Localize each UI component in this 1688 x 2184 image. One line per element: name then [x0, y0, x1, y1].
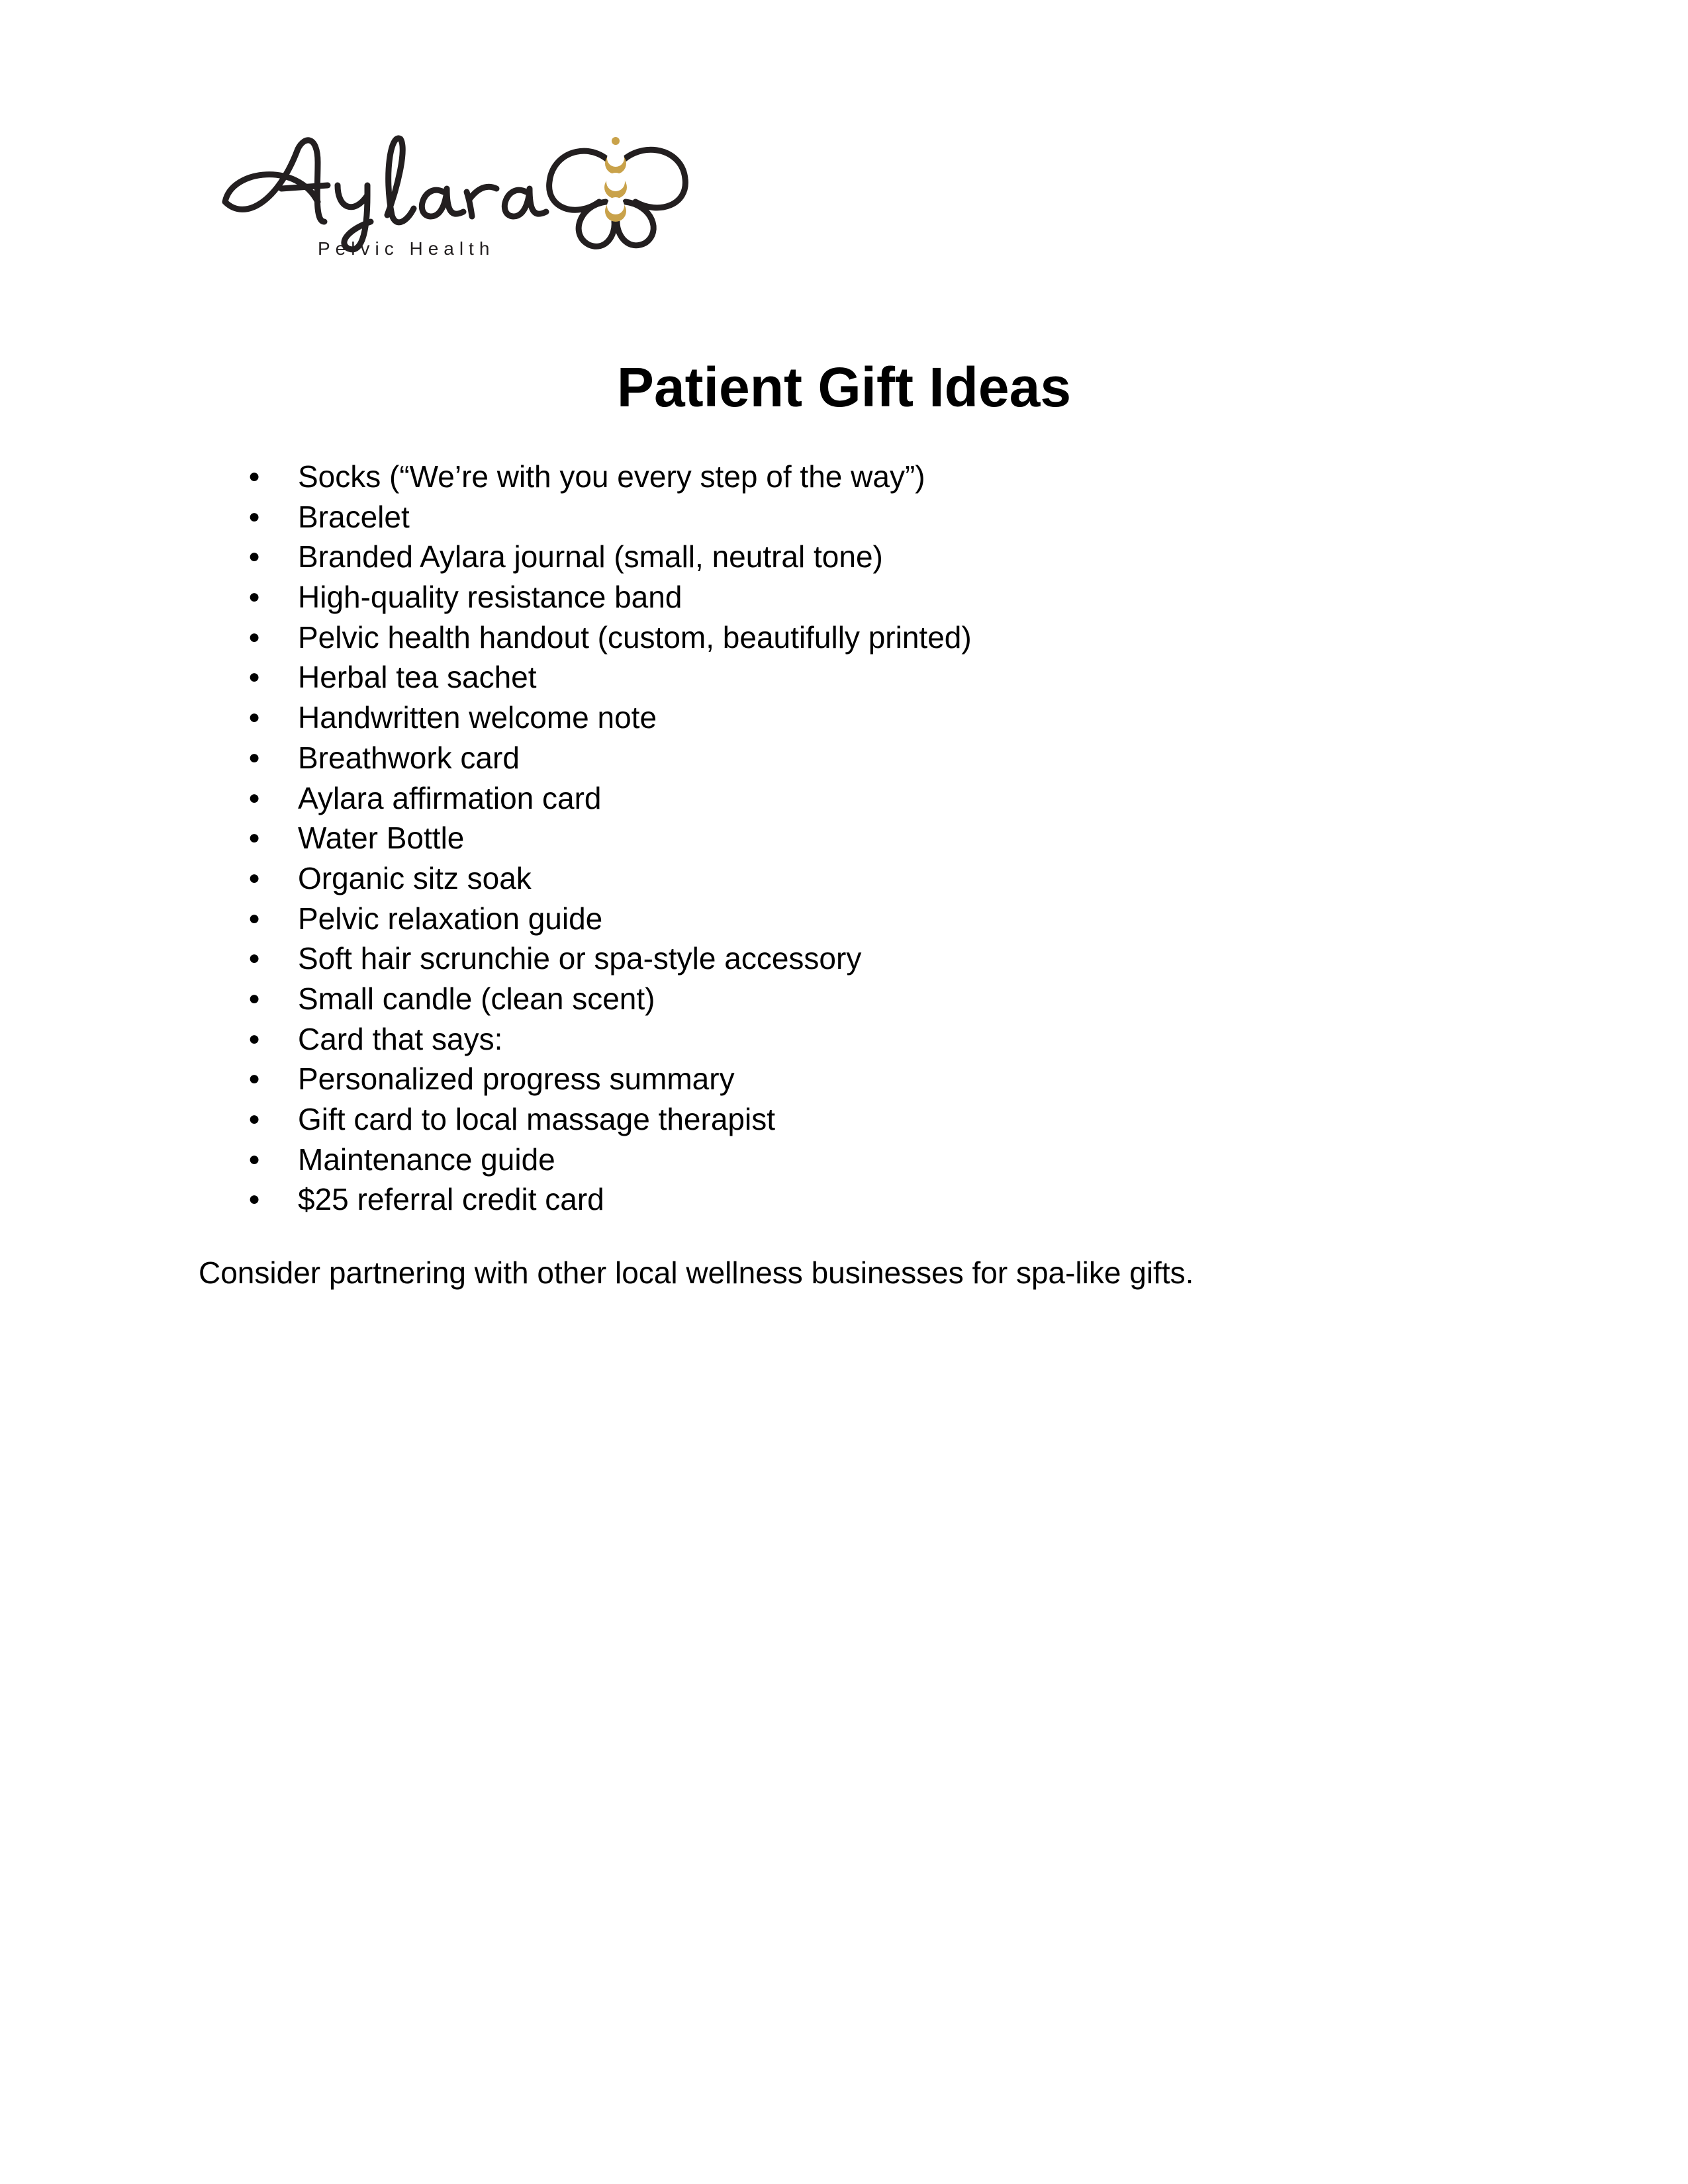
list-item-text: Breathwork card — [298, 740, 520, 775]
list-item — [248, 858, 972, 899]
bullet-icon: ● — [248, 746, 261, 768]
bullet-icon: ● — [248, 907, 261, 929]
list-item-text: Water Bottle — [298, 821, 465, 856]
list-item-text: $25 referral credit card — [298, 1182, 604, 1217]
list-item-text: Card that says: — [298, 1021, 503, 1056]
list-item — [248, 899, 972, 939]
list-item-text: Maintenance guide — [298, 1142, 555, 1177]
bullet-icon: ● — [248, 827, 261, 849]
list-item — [248, 1099, 972, 1140]
bullet-icon: ● — [248, 786, 261, 809]
list-item — [248, 1059, 972, 1099]
list-item — [248, 979, 972, 1019]
bullet-icon: ● — [248, 465, 261, 487]
bullet-icon: ● — [248, 1148, 261, 1170]
bullet-icon: ● — [248, 706, 261, 729]
list-item-text: Personalized progress summary — [298, 1062, 735, 1097]
gift-list — [248, 457, 972, 1220]
bullet-icon: ● — [248, 1108, 261, 1130]
bullet-icon: ● — [248, 505, 261, 527]
list-item-text: Herbal tea sachet — [298, 660, 537, 695]
list-item — [248, 1140, 972, 1180]
bullet-icon: ● — [248, 545, 261, 568]
list-item — [248, 497, 972, 537]
list-item-text: Bracelet — [298, 499, 410, 534]
bullet-icon: ● — [248, 586, 261, 608]
bullet-icon: ● — [248, 987, 261, 1009]
list-item-text: Pelvic health handout (custom, beautifully printed) — [298, 619, 972, 655]
list-item — [248, 577, 972, 617]
list-item — [248, 537, 972, 577]
list-item — [248, 698, 972, 738]
list-item-text: Organic sitz soak — [298, 860, 532, 895]
list-item-text: Soft hair scrunchie or spa-style accessory — [298, 941, 862, 976]
bullet-icon: ● — [248, 666, 261, 688]
aylara-logo — [218, 122, 695, 268]
bullet-icon: ● — [248, 947, 261, 970]
list-item — [248, 457, 972, 497]
list-item-text: Pelvic relaxation guide — [298, 901, 603, 936]
list-item-text: Small candle (clean scent) — [298, 981, 655, 1016]
list-item-text: Aylara affirmation card — [298, 780, 602, 815]
bullet-icon: ● — [248, 866, 261, 889]
list-item — [248, 778, 972, 819]
list-item — [248, 1019, 972, 1060]
aylara-logo-graphic — [218, 122, 695, 268]
bullet-icon: ● — [248, 1188, 261, 1210]
svg-text:Pelvic Health: Pelvic Health — [318, 238, 495, 259]
bullet-icon: ● — [248, 1027, 261, 1050]
list-item — [248, 938, 972, 979]
list-item-text: Gift card to local massage therapist — [298, 1102, 775, 1136]
list-item — [248, 738, 972, 778]
bullet-icon: ● — [248, 625, 261, 648]
bullet-icon: ● — [248, 1068, 261, 1090]
list-item-text: Socks (“We’re with you every step of the way”) — [298, 459, 925, 494]
list-item — [248, 617, 972, 658]
list-item-text: Branded Aylara journal (small, neutral tone) — [298, 539, 883, 574]
page-title: Patient Gift Ideas — [616, 356, 1072, 418]
list-item-text: High-quality resistance band — [298, 580, 682, 615]
list-item-text: Handwritten welcome note — [298, 700, 657, 735]
list-item — [248, 657, 972, 698]
list-item — [248, 1179, 972, 1220]
closing-note: Consider partnering with other local wellness businesses for spa-like gifts. — [199, 1255, 1194, 1290]
list-item — [248, 818, 972, 858]
